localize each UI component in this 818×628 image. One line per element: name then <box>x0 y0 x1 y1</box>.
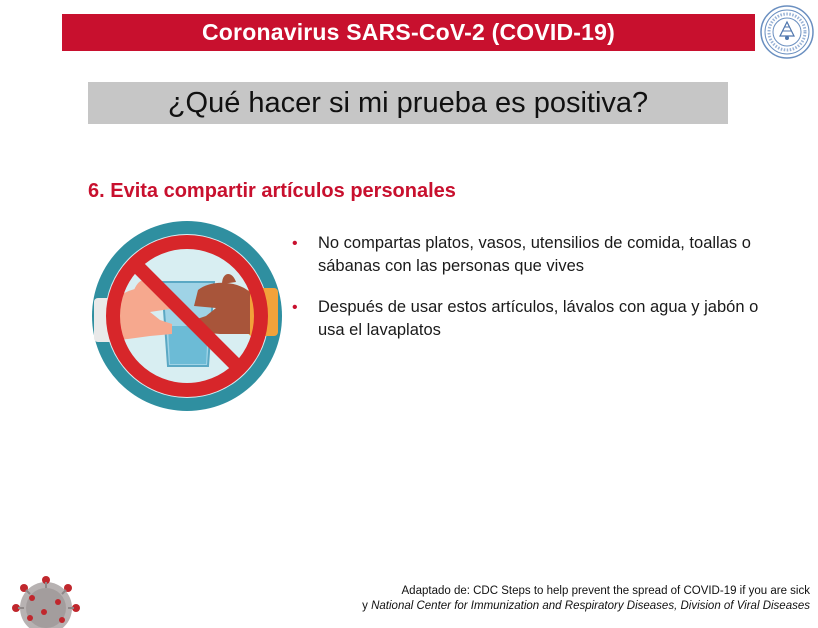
footer-credit <box>362 584 810 614</box>
footer-line2-italic: National Center for Immunization and Respiratory Diseases, Division of Viral Diseases <box>371 600 810 612</box>
footer-line2 <box>362 599 810 614</box>
virus-icon <box>0 568 92 628</box>
list-item <box>290 296 760 342</box>
bullet-icon: • <box>292 235 298 252</box>
header-title: Coronavirus SARS-CoV-2 (COVID-19) <box>202 19 615 45</box>
bullet-text: No compartas platos, vasos, utensilios de comida, toallas o sábanas con las personas que vives <box>318 234 751 275</box>
footer-line1: Adaptado de: CDC Steps to help prevent the spread of COVID-19 if you are sick <box>401 585 810 597</box>
bullet-list <box>290 232 760 360</box>
no-sharing-icon <box>90 216 285 411</box>
institution-seal-icon <box>760 5 814 59</box>
question-banner <box>88 82 728 124</box>
question-text: ¿Qué hacer si mi prueba es positiva? <box>167 86 649 119</box>
list-item <box>290 232 760 278</box>
header-bar <box>62 14 755 51</box>
section-heading: 6. Evita compartir artículos personales <box>88 180 456 202</box>
footer-line2-prefix: y <box>362 600 372 612</box>
bullet-icon: • <box>292 299 298 316</box>
bullet-text: Después de usar estos artículos, lávalos con agua y jabón o usa el lavaplatos <box>318 298 759 339</box>
